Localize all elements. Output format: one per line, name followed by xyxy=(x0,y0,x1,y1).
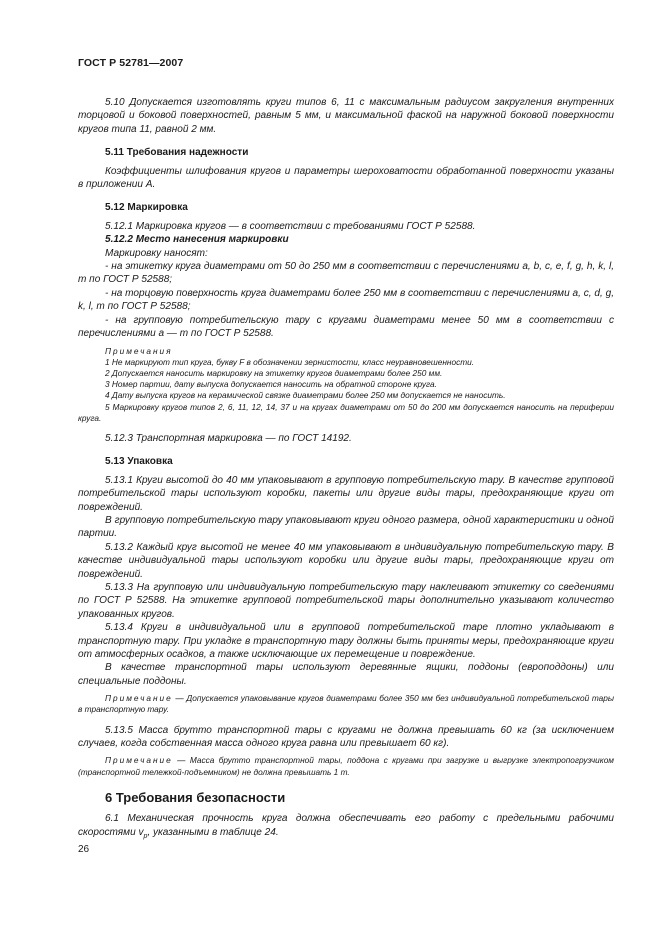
document-header: ГОСТ Р 52781—2007 xyxy=(78,57,184,69)
section-5-12-heading: 5.12 Маркировка xyxy=(105,202,188,214)
paragraph-6-1-end: , указанными в таблице 24. xyxy=(147,826,279,838)
paragraph-5-13-5: 5.13.5 Масса брутто транспортной тары с кругами не должна превышать 60 кг (за исключением случаев, когда собственная масса одного круга равна или превышает 60 кг). xyxy=(78,724,614,750)
note-item: 5 Маркировку кругов типов 2, 6, 11, 12, 14, 37 и на кругах диаметрами от 50 до 200 мм допускается наносить на периферии круга. xyxy=(78,401,614,423)
section-6-heading: 6 Требования безопасности xyxy=(105,789,286,805)
weight-note xyxy=(78,755,614,777)
speed-subscript: p xyxy=(143,832,148,840)
note-text: — Масса брутто транспортной тары, поддона с кругами при загрузке и выгрузке электропогрузчиком (транспортной тележкой-подъемником) не должна превышать 1 т. xyxy=(78,755,614,777)
paragraph-5-13-1: 5.13.1 Круги высотой до 40 мм упаковывают в групповую потребительскую тару. В качестве групповой потребительской тары используют коробки, пакеты или другие виды тары, предохраняющие круги от повреждений. xyxy=(78,474,614,513)
notes-title: Примечания xyxy=(105,345,173,356)
paragraph-5-12-2-intro: Маркировку наносят: xyxy=(105,247,208,259)
note-label: Примечание xyxy=(105,693,173,704)
section-5-11-heading: 5.11 Требования надежности xyxy=(105,147,249,159)
page-number: 26 xyxy=(78,844,90,855)
paragraph-5-13-1b: В групповую потребительскую тару упаковывают круги одного размера, одной характеристики и одной партии. xyxy=(78,514,614,540)
note-text: — Допускается упаковывание кругов диаметрами более 350 мм без индивидуальной потребительской тары в транспортную тару. xyxy=(78,693,614,715)
note-item: 3 Номер партии, дату выпуска допускается наносить на обратной стороне круга. xyxy=(105,379,437,390)
note-item: 2 Допускается наносить маркировку на этикетку кругов диаметрами более 250 мм. xyxy=(105,367,443,378)
paragraph-5-12-1: 5.12.1 Маркировка кругов — в соответствии с требованиями ГОСТ Р 52588. xyxy=(105,220,476,232)
paragraph-5-13-4: 5.13.4 Круги в индивидуальной или в групповой потребительской таре плотно укладывают в транспортную тару. При укладке в транспортную тару должны быть приняты меры, предохраняющие круги от атмосферных осадков, а также исключающие их перемещение и повреждение. xyxy=(78,622,614,661)
packing-note xyxy=(78,693,614,715)
paragraph-5-10: 5.10 Допускается изготовлять круги типов 6, 11 с максимальным радиусом закругления внутренних торцовой и боковой поверхностей, равным 5 мм, и максимальной фаской на наружной боковой поверхности кругов типа 11, равной 2 мм. xyxy=(78,97,614,135)
marking-bullet: - на групповую потребительскую тару с кругами диаметрами менее 50 мм в соответствии с перечислениями a — m по ГОСТ Р 52588. xyxy=(78,314,614,340)
page-content xyxy=(78,96,614,843)
paragraph-5-13-2: 5.13.2 Каждый круг высотой не менее 40 мм упаковывают в индивидуальную потребительскую тару. В качестве индивидуальной тары используют коробки или другие виды тары, предохраняющие круги от повреждений. xyxy=(78,541,614,580)
paragraph-5-12-2-title: 5.12.2 Место нанесения маркировки xyxy=(105,234,289,246)
note-item: 4 Дату выпуска кругов на керамической связке диаметрами более 250 мм допускается не наносить. xyxy=(105,390,506,401)
paragraph-5-12-3: 5.12.3 Транспортная маркировка — по ГОСТ 14192. xyxy=(105,432,352,444)
section-5-11-text: Коэффициенты шлифования кругов и параметры шероховатости обработанной поверхности указаны в приложении А. xyxy=(78,165,614,191)
paragraph-5-13-4b: В качестве транспортной тары используют деревянные ящики, поддоны (европоддоны) или специальные поддоны. xyxy=(78,662,614,687)
paragraph-6-1 xyxy=(78,812,614,843)
note-label: Примечание xyxy=(105,755,173,766)
paragraph-5-13-3: 5.13.3 На групповую или индивидуальную потребительскую тару наклеивают этикетку со сведениями по ГОСТ Р 52588. На этикетке групповой потребительской тары дополнительно указывают количество упакованных кругов. xyxy=(78,581,614,620)
marking-bullet: - на этикетку круга диаметрами от 50 до 250 мм в соответствии с перечислениями a, b, c, e, f, g, h, k, l, m по ГОСТ Р 52588; xyxy=(78,261,614,286)
section-5-13-heading: 5.13 Упаковка xyxy=(105,456,173,468)
marking-bullet: - на торцовую поверхность круга диаметрами более 250 мм в соответствии с перечислениями a, c, d, g, k, l, m по ГОСТ Р 52588; xyxy=(78,287,614,313)
paragraph-6-1-text: 6.1 Механическая прочность круга должна обеспечивать его работу с предельными рабочими скоростями v xyxy=(78,813,614,838)
note-item: 1 Не маркируют тип круга, букву F в обозначении зернистости, класс неуравновешенности. xyxy=(105,356,475,367)
